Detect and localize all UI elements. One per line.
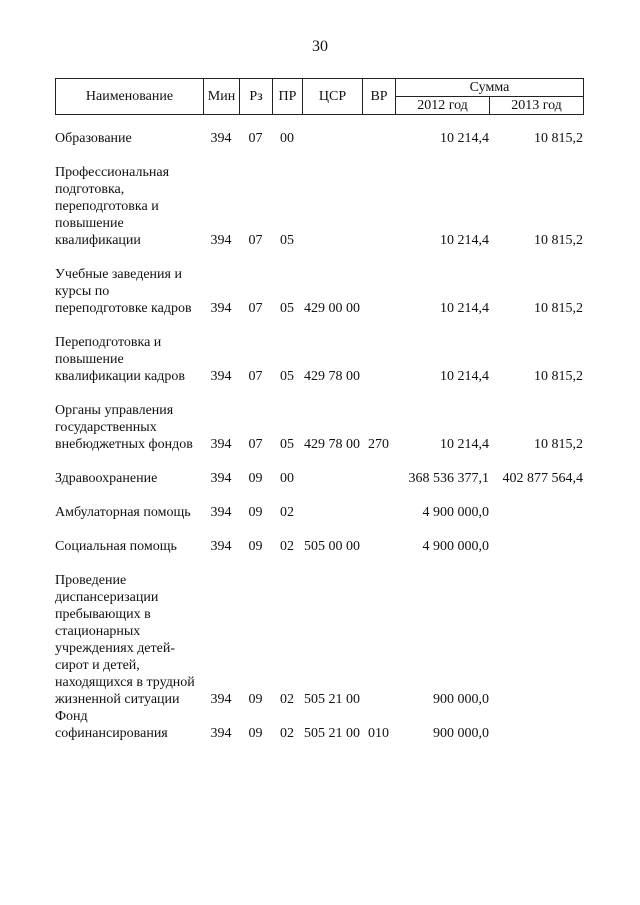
row-csr: 505 00 00	[304, 539, 360, 554]
row-sum-2012: 10 214,4	[440, 233, 489, 248]
table-row	[55, 572, 583, 708]
row-min: 394	[210, 131, 232, 146]
row-name: Амбулаторная помощь	[55, 505, 191, 520]
row-min: 394	[210, 437, 232, 452]
row-min: 394	[210, 726, 232, 741]
row-rz: 07	[248, 437, 263, 452]
header-pr: ПР	[273, 79, 303, 115]
row-pr: 02	[280, 539, 294, 554]
table-row	[55, 504, 583, 521]
row-sum-2012: 368 536 377,1	[408, 471, 489, 486]
row-rz: 07	[248, 301, 263, 316]
table-row	[55, 402, 583, 453]
table-row	[55, 130, 583, 147]
row-vr: 270	[368, 437, 389, 452]
row-pr: 05	[280, 233, 294, 248]
row-sum-2013: 10 815,2	[534, 131, 583, 146]
row-sum-2012: 10 214,4	[440, 369, 489, 384]
row-name: Здравоохранение	[55, 471, 158, 486]
row-sum-2012: 10 214,4	[440, 301, 489, 316]
row-rz: 09	[248, 505, 263, 520]
row-sum-2012: 900 000,0	[433, 692, 489, 707]
row-pr: 05	[280, 301, 294, 316]
header-rz: Рз	[240, 79, 273, 115]
row-sum-2012: 900 000,0	[433, 726, 489, 741]
table-row	[55, 266, 583, 317]
row-csr: 429 78 00	[304, 437, 360, 452]
table-row	[55, 470, 583, 487]
row-min: 394	[210, 471, 232, 486]
row-min: 394	[210, 369, 232, 384]
page-number: 30	[312, 38, 328, 55]
table-row	[55, 538, 583, 555]
row-sum-2013: 402 877 564,4	[502, 471, 583, 486]
row-pr: 02	[280, 692, 294, 707]
table-row	[55, 708, 583, 742]
row-rz: 07	[248, 369, 263, 384]
row-min: 394	[210, 301, 232, 316]
row-min: 394	[210, 233, 232, 248]
row-sum-2012: 4 900 000,0	[422, 539, 489, 554]
row-sum-2012: 4 900 000,0	[422, 505, 489, 520]
header-2012: 2012 год	[396, 97, 490, 115]
header-min: Мин	[204, 79, 240, 115]
row-name: Органы управления государственных внебюджетных фондов	[55, 403, 193, 452]
row-sum-2013: 10 815,2	[534, 301, 583, 316]
row-min: 394	[210, 539, 232, 554]
row-name: Социальная помощь	[55, 539, 177, 554]
header-csr: ЦСР	[303, 79, 363, 115]
row-pr: 00	[280, 131, 294, 146]
row-rz: 09	[248, 692, 263, 707]
row-name: Фонд софинансирования	[55, 709, 168, 741]
row-sum-2013: 10 815,2	[534, 369, 583, 384]
row-rz: 09	[248, 539, 263, 554]
row-rz: 07	[248, 233, 263, 248]
table-row	[55, 334, 583, 385]
row-name: Проведение диспансеризации пребывающих в стационарных учреждениях детей-сирот и детей, находящихся в трудной жизненной ситуации	[55, 573, 195, 707]
header-2013: 2013 год	[490, 97, 584, 115]
row-pr: 00	[280, 471, 294, 486]
row-csr: 429 00 00	[304, 301, 360, 316]
row-pr: 02	[280, 726, 294, 741]
row-name: Профессиональная подготовка, переподготовка и повышение квалификации	[55, 165, 170, 248]
row-min: 394	[210, 505, 232, 520]
table-body	[55, 124, 583, 742]
row-name: Образование	[55, 131, 132, 146]
row-vr: 010	[368, 726, 389, 741]
row-sum-2012: 10 214,4	[440, 437, 489, 452]
header-vr: ВР	[363, 79, 396, 115]
row-sum-2013: 10 815,2	[534, 437, 583, 452]
row-csr: 505 21 00	[304, 692, 360, 707]
row-csr: 505 21 00	[304, 726, 360, 741]
table-row	[55, 164, 583, 249]
row-name: Переподготовка и повышение квалификации кадров	[55, 335, 185, 384]
row-csr: 429 78 00	[304, 369, 360, 384]
row-sum-2012: 10 214,4	[440, 131, 489, 146]
row-rz: 09	[248, 726, 263, 741]
header-name: Наименование	[56, 79, 204, 115]
row-pr: 05	[280, 369, 294, 384]
row-sum-2013: 10 815,2	[534, 233, 583, 248]
row-name: Учебные заведения и курсы по переподготовке кадров	[55, 267, 192, 316]
row-rz: 07	[248, 131, 263, 146]
row-min: 394	[210, 692, 232, 707]
row-pr: 05	[280, 437, 294, 452]
header-sum: Сумма	[396, 79, 584, 97]
table-header	[55, 78, 584, 115]
row-pr: 02	[280, 505, 294, 520]
row-rz: 09	[248, 471, 263, 486]
